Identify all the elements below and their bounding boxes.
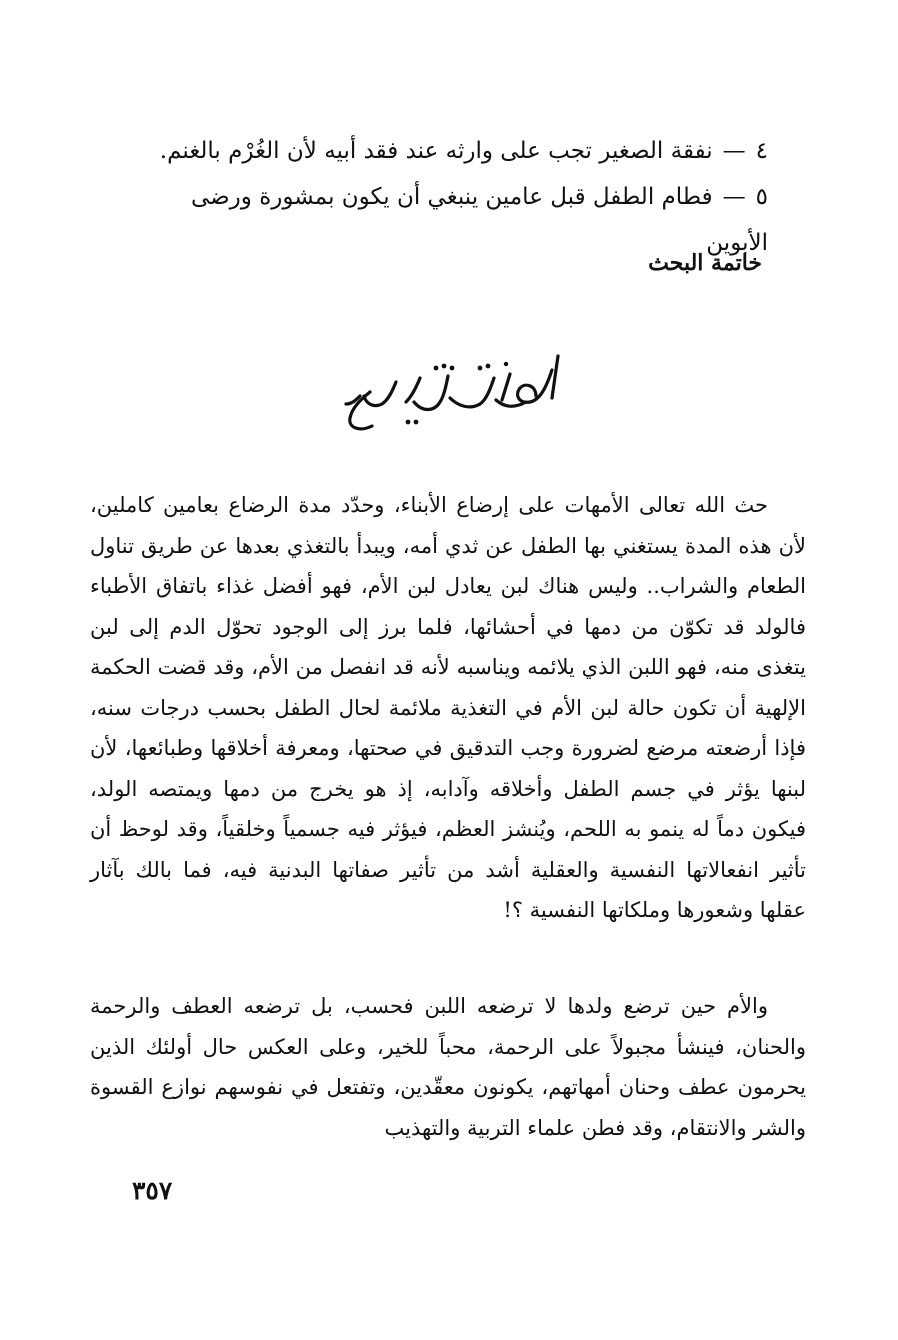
body-paragraph: والأم حين ترضع ولدها لا ترضعه اللبن فحسب، بل ترضعه العطف والرحمة والحنان، فينشأ مجبولاً على الرحمة، محباً للخير، وعلى العكس حال أولئك الذين يحرمون عطف وحنان أمهاتهم، يكونون معقّدين، وتفتعل في نفوسهم نوازع القسوة والشر والانتقام، وقد فطن علماء التربية والتهذيب: [90, 994, 806, 1140]
closing-heading: خاتمة البحث: [648, 250, 762, 276]
item-dash: —: [722, 184, 746, 210]
item-number: ٤: [755, 138, 768, 164]
list-item: [128, 128, 768, 174]
page-number: ٣٥٧: [132, 1176, 173, 1205]
item-text: نفقة الصغير تجب على وارثه عند فقد أبيه لأن الغُرْم بالغنم.: [159, 138, 713, 164]
section-title-calligraphy: [330, 338, 570, 438]
item-number: ٥: [755, 184, 768, 210]
body-paragraph: حث الله تعالى الأمهات على إرضاع الأبناء، وحدّد مدة الرضاع بعامين كاملين، لأن هذه المدة يستغني بها الطفل عن ثدي أمه، ويبدأ بالتغذي بعدها عن طريق تناول الطعام والشراب.. وليس هناك لبن يعادل لبن الأم، فهو أفضل غذاء باتفاق الأطباء فالولد قد تكوّن من دمها في أحشائها، فلما برز إلى الوجود تحوّل الدم إلى لبن يتغذى منه، فهو اللبن الذي يلائمه ويناسبه لأنه قد انفصل من الأم، وقد قضت الحكمة الإلهية أن تكون حالة لبن الأم في التغذية ملائمة لحال الطفل بحسب درجات سنه، فإذا أرضعته مرضع لضرورة وجب التدقيق في صحتها، ومعرفة أخلاقها وطبائعها، لأن لبنها يؤثر في جسم الطفل وأخلاقه وآدابه، إذ هو يخرج من دمها ويمتصه الولد، فيكون دماً له ينمو به اللحم، ويُنشز العظم، فيؤثر فيه جسمياً وخلقياً، وقد لوحظ أن تأثير انفعالاتها النفسية والعقلية أشد من تأثير صفاتها البدنية فيه، فما بالك بآثار عقلها وشعورها وملكاتها النفسية ؟!: [90, 493, 806, 922]
item-dash: —: [722, 138, 746, 164]
rulings-list: [128, 128, 768, 266]
item-text: فطام الطفل قبل عامين ينبغي أن يكون بمشورة ورضى الأبوين: [190, 184, 768, 256]
